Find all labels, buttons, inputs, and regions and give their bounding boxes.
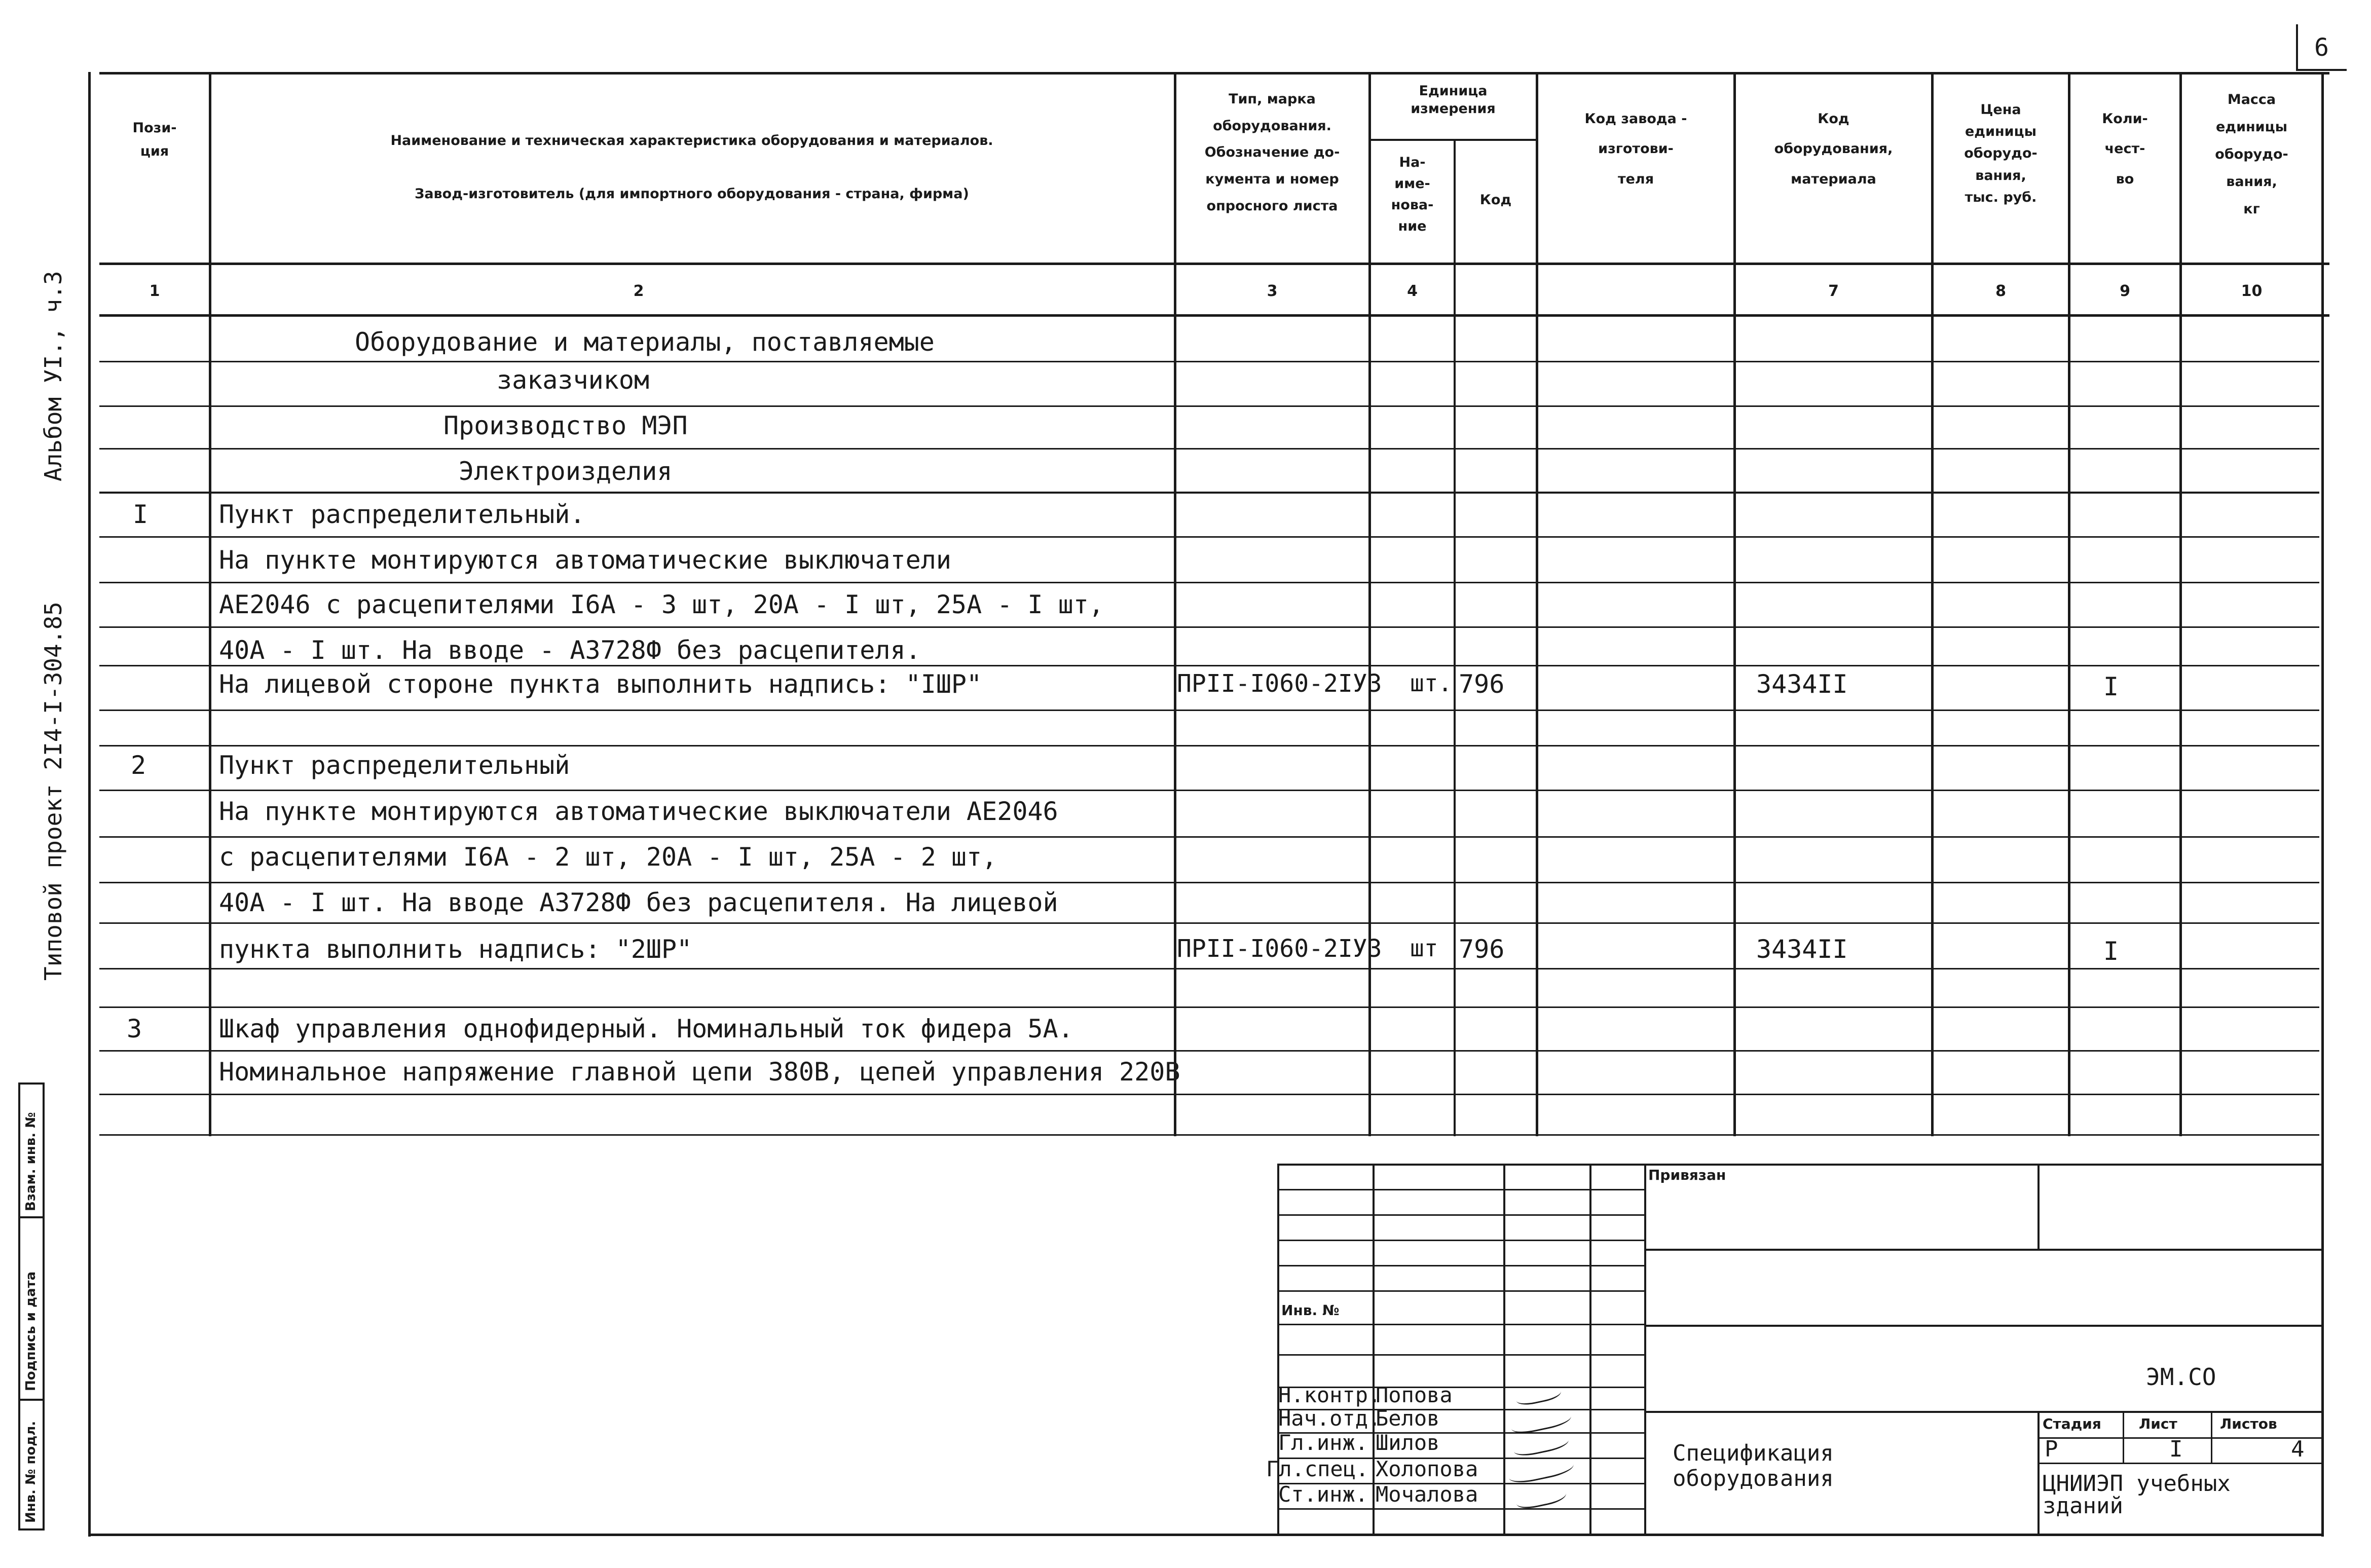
item-2-quantity: I <box>2103 937 2119 966</box>
stamp-vzam: Взам. инв. № <box>23 1112 39 1211</box>
item-1-line-4: 40А - I шт. На вводе - А3728Ф без расцепителя. <box>219 636 921 665</box>
document-title-2: оборудования <box>1673 1466 1834 1491</box>
name-kholopova: Холопова <box>1376 1457 1478 1481</box>
item-2-unit: шт <box>1410 935 1438 962</box>
signature-1 <box>1514 1382 1563 1407</box>
section-category: Электроизделия <box>459 457 673 486</box>
section-manufacturer: Производство МЭП <box>443 411 688 440</box>
privyazan-label: Привязан <box>1648 1167 1726 1183</box>
item-1-quantity: I <box>2103 672 2119 701</box>
stamp-inv: Инв. № подл. <box>23 1421 39 1523</box>
project-label: Типовой проект 2I4-I-304.85 <box>40 602 67 981</box>
signature-3 <box>1512 1430 1570 1459</box>
col-num-8: 8 <box>1995 282 2006 300</box>
header-type: Тип, марка оборудования. Обозначение до- кумента и номер опросного листа <box>1204 91 1340 214</box>
signature-5 <box>1514 1482 1568 1511</box>
item-2-type: ПРII-I060-2IУ3 <box>1177 935 1382 963</box>
col-num-4: 4 <box>1407 282 1418 300</box>
inv-no-label: Инв. № <box>1281 1302 1340 1319</box>
organization-2: зданий <box>2043 1493 2123 1519</box>
sheet-value: I <box>2169 1436 2183 1462</box>
item-1-line-3: АЕ2046 с расцепителями I6А - 3 шт, 20А - I шт, 25А - I шт, <box>219 590 1104 619</box>
organization-1: ЦНИИЭП учебных <box>2043 1471 2231 1497</box>
sheet-number: 6 <box>2314 33 2329 62</box>
col-num-3: 3 <box>1267 282 1278 300</box>
header-material-code: Код оборудования, материала <box>1774 111 1893 187</box>
col-num-7: 7 <box>1828 282 1839 300</box>
role-n-kontr: Н.контр. <box>1278 1383 1381 1407</box>
header-unit: Единица измерения <box>1411 83 1496 117</box>
frame-bottom <box>88 1534 2321 1536</box>
item-1-line-2: На пункте монтируются автоматические выключатели <box>219 545 951 575</box>
item-2-line-4: 40А - I шт. На вводе А3728Ф без расцепителя. На лицевой <box>219 888 1058 917</box>
header-position: Пози- ция <box>132 120 177 159</box>
stage-value: Р <box>2045 1436 2058 1462</box>
item-3-position: 3 <box>127 1014 142 1043</box>
item-1-type: ПРII-I060-2IУ3 <box>1177 669 1382 698</box>
name-mochalova: Мочалова <box>1376 1482 1478 1507</box>
sheets-label: Листов <box>2220 1415 2277 1432</box>
frame-left <box>88 72 91 1537</box>
role-gl-spec: Гл.спец. <box>1266 1457 1369 1481</box>
role-gl-inzh: Гл.инж. <box>1278 1430 1368 1455</box>
item-2-line-1: Пункт распределительный <box>219 751 570 780</box>
col-num-2: 2 <box>633 282 644 300</box>
frame-top <box>99 72 2329 74</box>
item-1-material-code: 3434II <box>1756 669 1848 699</box>
frame-right <box>2321 72 2324 1537</box>
sheet-label: Лист <box>2139 1415 2177 1432</box>
header-price: Цена единицы оборудо- вания, тыс. руб. <box>1964 102 2037 205</box>
header-unit-code: Код <box>1479 192 1512 208</box>
item-2-position: 2 <box>131 751 146 780</box>
header-name: Наименование и техническая характеристика оборудования и материалов. <box>390 133 993 148</box>
item-1-line-5: На лицевой стороне пункта выполнить надпись: "IШР" <box>219 669 982 699</box>
item-2-material-code: 3434II <box>1756 935 1848 964</box>
item-2-line-3: с расцепителями I6А - 2 шт, 20А - I шт, 25А - 2 шт, <box>219 842 997 872</box>
header-manufacturer: Завод-изготовитель (для импортного оборудования - страна, фирма) <box>415 186 969 202</box>
item-3-line-2: Номинальное напряжение главной цепи 380В, цепей управления 220В <box>219 1057 1180 1087</box>
item-2-unit-code: 796 <box>1459 935 1505 964</box>
header-unit-name: На- име- нова- ние <box>1391 155 1434 234</box>
item-1-unit: шт. <box>1410 669 1453 697</box>
stamp-podpis: Подпись и дата <box>23 1271 39 1391</box>
col-num-10: 10 <box>2241 282 2263 300</box>
item-1-line-1: Пункт распределительный. <box>219 500 585 529</box>
role-nach-otd: Нач.отд. <box>1278 1406 1381 1431</box>
header-mass: Масса единицы оборудо- вания, кг <box>2215 92 2288 217</box>
album-label: Альбом УI., ч.3 <box>40 271 67 481</box>
item-3-line-1: Шкаф управления однофидерный. Номинальный ток фидера 5А. <box>219 1014 1073 1043</box>
header-quantity: Коли- чест- во <box>2102 111 2148 187</box>
name-shilov: Шилов <box>1376 1430 1440 1455</box>
section-title-1: Оборудование и материалы, поставляемые <box>355 327 935 357</box>
item-1-unit-code: 796 <box>1459 669 1505 699</box>
header-factory-code: Код завода - изготови- теля <box>1584 111 1687 187</box>
col-num-1: 1 <box>149 282 160 300</box>
item-2-line-5: пункта выполнить надпись: "2ШР" <box>219 935 692 964</box>
document-code: ЭМ.СО <box>2146 1363 2216 1391</box>
role-st-inzh: Ст.инж. <box>1278 1482 1368 1507</box>
item-2-line-2: На пункте монтируются автоматические выключатели АЕ2046 <box>219 797 1058 826</box>
section-title-2: заказчиком <box>497 365 650 395</box>
item-1-position: I <box>133 500 149 529</box>
sheets-value: 4 <box>2291 1436 2305 1462</box>
stage-label: Стадия <box>2043 1415 2101 1432</box>
document-title-1: Спецификация <box>1673 1440 1834 1466</box>
name-popova: Попова <box>1376 1383 1453 1407</box>
name-belov: Белов <box>1376 1406 1440 1431</box>
col-num-9: 9 <box>2120 282 2130 300</box>
